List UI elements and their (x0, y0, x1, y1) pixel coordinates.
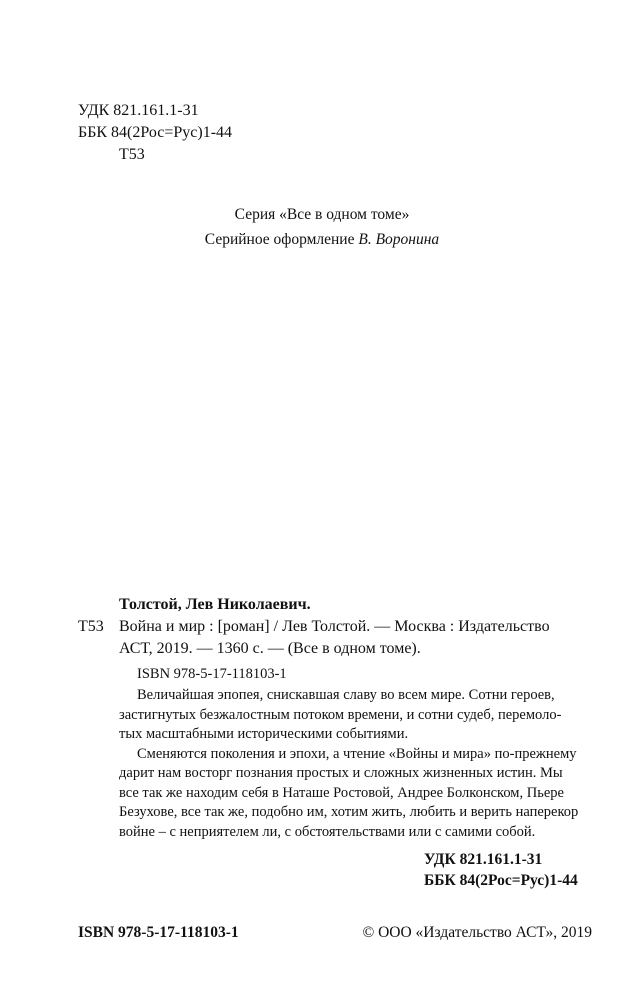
udk-code: УДК 821.161.1-31 (78, 102, 199, 119)
abstract-line: Величайшая эпопея, снискавшая славу во всем мире. Сотни героев, (137, 687, 555, 703)
catalog-title-line-1: Война и мир : [роман] / Лев Толстой. — Москва : Издательство (119, 618, 550, 635)
abstract-line: дарит нам восторг познания простых и сложных жизненных истин. Мы (119, 765, 563, 781)
bbk-code: ББК 84(2Рос=Рус)1-44 (78, 124, 233, 141)
author-sign: Т53 (119, 146, 145, 163)
abstract-line: тых масштабными историческими событиями. (119, 726, 409, 742)
abstract-line: все так же находим себя в Наташе Ростовой, Андрее Болконском, Пьере (119, 784, 564, 801)
series-design (0, 231, 644, 249)
footer-copyright: © ООО «Издательство АСТ», 2019 (362, 924, 592, 941)
footer-isbn: ISBN 978-5-17-118103-1 (78, 924, 239, 941)
design-label: Серийное оформление (204, 231, 355, 248)
abstract-line: Безухове, все так же, подобно им, хотим жить, любить и верить наперекор (119, 804, 579, 820)
catalog-author-sign: Т53 (78, 618, 104, 635)
catalog-abstract (119, 686, 578, 842)
abstract-line: войне – с неприятелем ли, с обстоятельствами или с самими собой. (119, 823, 536, 840)
catalog-title-line-2: АСТ, 2019. — 1360 с. — (Все в одном томе). (119, 640, 421, 657)
abstract-line: застигнутых безжалостным потоком времени, и сотни судеб, перемоло- (119, 706, 562, 723)
catalog-udk: УДК 821.161.1-31 (424, 851, 543, 868)
series-line: Серия «Все в одном томе» (234, 206, 410, 223)
catalog-bbk: ББК 84(2Рос=Рус)1-44 (424, 872, 578, 889)
design-author: В. Воронина (358, 231, 440, 248)
abstract-line: Сменяются поколения и эпохи, а чтение «Войны и мира» по-прежнему (137, 745, 577, 762)
catalog-author: Толстой, Лев Николаевич. (119, 596, 311, 613)
catalog-isbn: ISBN 978-5-17-118103-1 (137, 666, 287, 682)
